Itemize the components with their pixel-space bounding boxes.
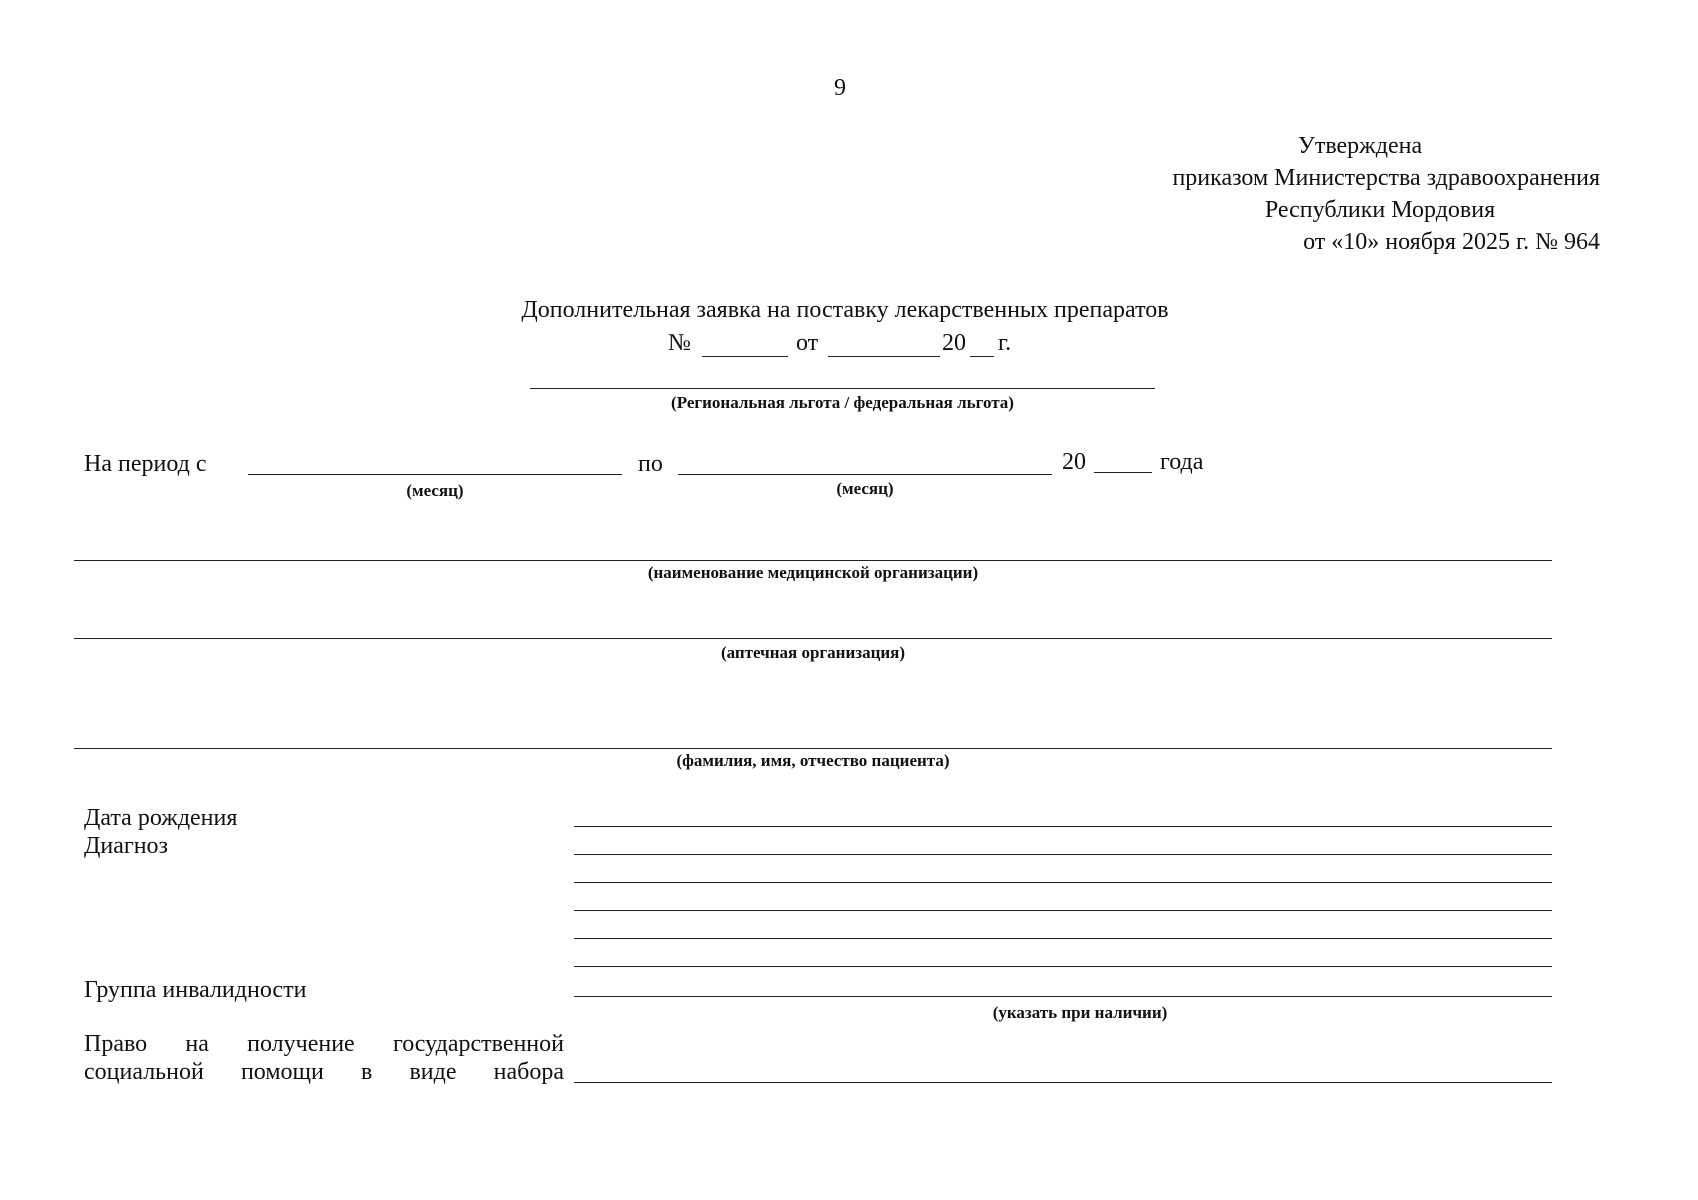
- approval-line-3: Республики Мордовия: [1264, 197, 1496, 223]
- patient-name-caption: (фамилия, имя, отчество пациента): [676, 751, 950, 770]
- medical-organization-caption: (наименование медицинской организации): [647, 563, 979, 582]
- approval-line-2: приказом Министерства здравоохранения: [1172, 165, 1600, 191]
- birth-date-label: Дата рождения: [84, 805, 238, 831]
- diagnosis-field-line-4[interactable]: [574, 912, 1552, 939]
- diagnosis-field-line-5[interactable]: [574, 940, 1552, 967]
- period-start-month-field[interactable]: [248, 448, 622, 475]
- diagnosis-field-line-1[interactable]: [574, 828, 1552, 855]
- disability-group-label: Группа инвалидности: [84, 977, 307, 1003]
- year-prefix: 20: [942, 330, 966, 356]
- approval-line-4: от «10» ноября 2025 г. № 964: [1303, 229, 1600, 255]
- diagnosis-field-line-2[interactable]: [574, 856, 1552, 883]
- document-title: Дополнительная заявка на поставку лекарственных препаратов: [521, 297, 1169, 323]
- period-label: На период с: [84, 451, 207, 477]
- pharmacy-organization-field[interactable]: [74, 612, 1552, 639]
- period-year-field[interactable]: [1094, 446, 1152, 473]
- diagnosis-label: Диагноз: [84, 833, 169, 859]
- social-aid-label-line-2: социальной помощи в виде набора: [84, 1059, 564, 1085]
- diagnosis-field-line-3[interactable]: [574, 884, 1552, 911]
- request-date-field[interactable]: [828, 330, 940, 357]
- benefit-caption: (Региональная льгота / федеральная льгота): [671, 393, 1014, 412]
- disability-group-field[interactable]: [574, 970, 1552, 997]
- from-label: от: [796, 330, 819, 356]
- social-aid-field[interactable]: [574, 1056, 1552, 1083]
- request-year-field[interactable]: [970, 330, 994, 357]
- request-number-field[interactable]: [702, 330, 788, 357]
- social-aid-label-line-1: Право на получение государственной: [84, 1031, 564, 1057]
- start-month-caption: (месяц): [406, 481, 464, 500]
- end-month-caption: (месяц): [836, 479, 894, 498]
- birth-date-field[interactable]: [574, 800, 1552, 827]
- period-year-prefix: 20: [1062, 449, 1086, 475]
- approval-line-1: Утверждена: [1297, 133, 1423, 159]
- patient-name-field[interactable]: [74, 722, 1552, 749]
- page-number: 9: [834, 75, 846, 101]
- benefit-type-field[interactable]: [530, 362, 1155, 389]
- disability-group-caption: (указать при наличии): [992, 1003, 1168, 1022]
- period-year-word: года: [1160, 449, 1204, 475]
- number-label: №: [668, 330, 691, 356]
- year-suffix: г.: [998, 330, 1012, 356]
- period-end-month-field[interactable]: [678, 448, 1052, 475]
- period-to-label: по: [638, 451, 663, 477]
- pharmacy-organization-caption: (аптечная организация): [720, 643, 906, 662]
- medical-organization-field[interactable]: [74, 534, 1552, 561]
